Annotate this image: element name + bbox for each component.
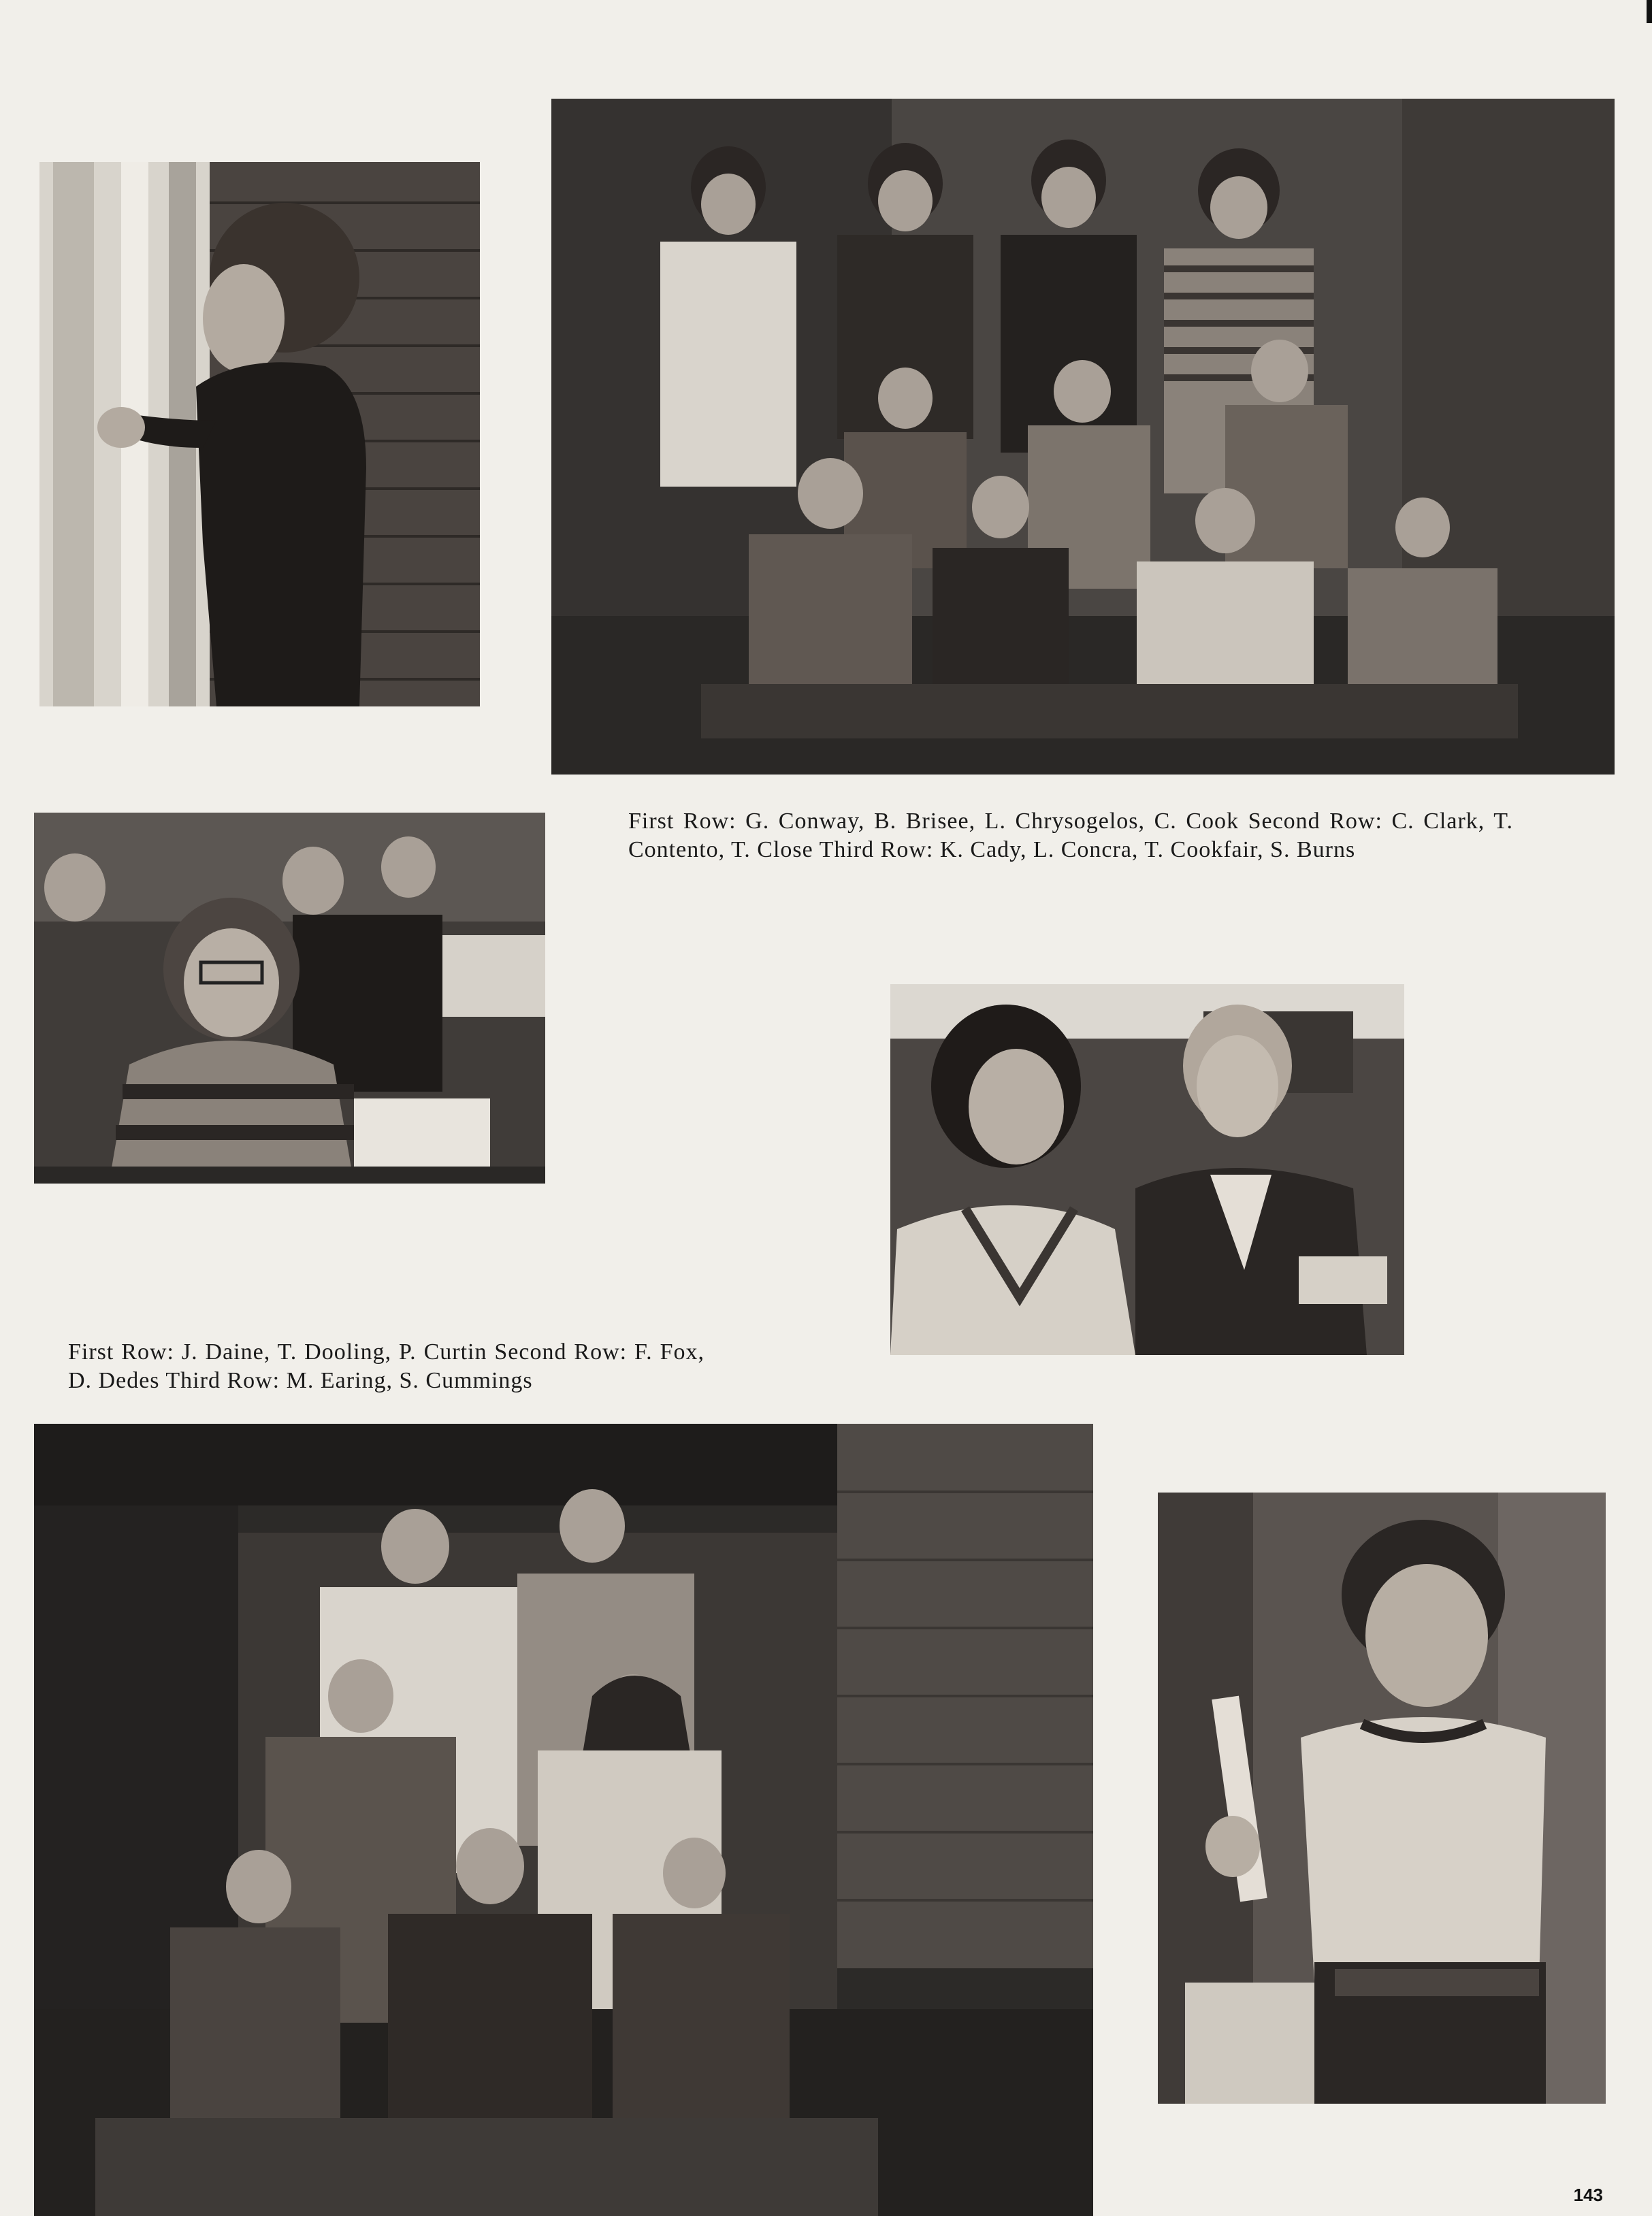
corner-registration-mark xyxy=(1647,0,1652,23)
photo-boy-with-candy xyxy=(1158,1493,1606,2104)
group-two-caption: First Row: J. Daine, T. Dooling, P. Curtin Second Row: F. Fox, D. Dedes Third Row: M. Earing, S. Cummings xyxy=(68,1339,704,1393)
photo-group-two xyxy=(34,1424,1093,2216)
photo-student-writing-window xyxy=(39,162,480,706)
photo-two-students-talking xyxy=(890,984,1404,1355)
page-number: 143 xyxy=(1573,2185,1603,2205)
photo-student-glasses-classroom xyxy=(34,813,545,1184)
group-one-caption: First Row: G. Conway, B. Brisee, L. Chrysogelos, C. Cook Second Row: C. Clark, T. Contento, T. Close Third Row: K. Cady, L. Concra, T. Cookfair, S. Burns xyxy=(628,809,1513,862)
photo-group-one xyxy=(551,99,1615,775)
